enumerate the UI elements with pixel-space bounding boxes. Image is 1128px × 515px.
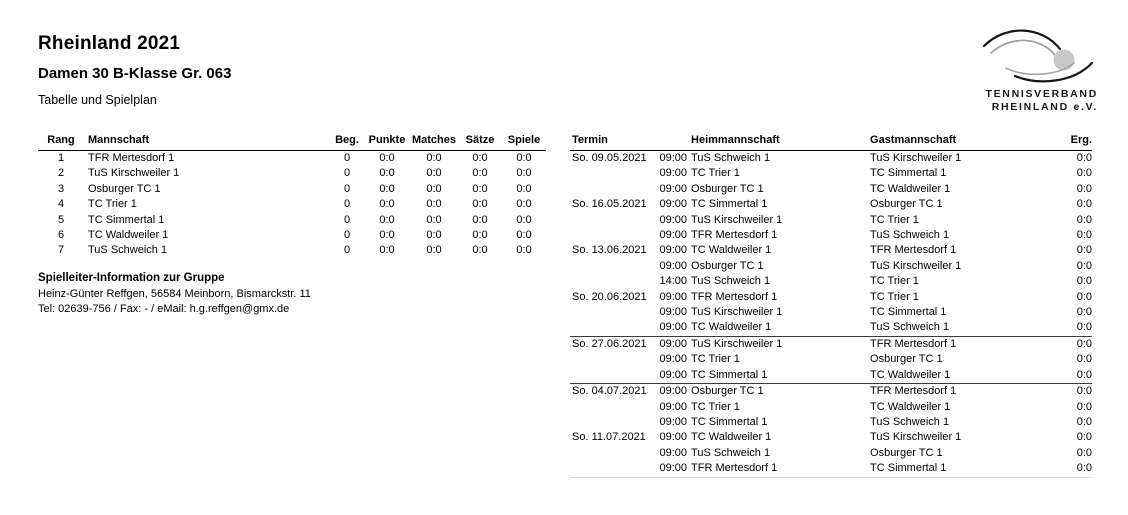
matches-cell: 0:0 (426, 198, 442, 211)
guest-team-cell: TuS Kirschweiler 1 (870, 431, 962, 444)
standings-row (38, 213, 546, 228)
punkte-cell: 0:0 (379, 244, 395, 257)
saetze-cell: 0:0 (472, 213, 488, 226)
schedule-row (570, 305, 1092, 320)
match-date-cell (570, 259, 650, 274)
home-team-cell: TFR Mertesdorf 1 (687, 461, 866, 477)
home-team-cell: TuS Kirschweiler 1 (691, 213, 783, 226)
guest-team-cell: TC Trier 1 (870, 275, 919, 288)
result-cell: 0:0 (1076, 431, 1093, 444)
home-team-cell: TC Waldweiler 1 (691, 244, 772, 257)
schedule-row (570, 259, 1092, 274)
match-date-cell (570, 228, 650, 243)
guest-team-cell: TC Simmertal 1 (866, 461, 1052, 477)
match-date-cell (570, 352, 650, 367)
schedule-row (570, 461, 1092, 477)
result-cell: 0:0 (1076, 275, 1093, 288)
match-time-cell: 09:00 (659, 446, 688, 459)
beg-cell: 0 (343, 198, 351, 211)
guest-team-cell: Osburger TC 1 (870, 353, 943, 366)
spielleiter-address: Heinz-Günter Reffgen, 56584 Meinborn, Bismarckstr. 11 (38, 287, 311, 300)
saetze-cell: 0:0 (472, 152, 488, 164)
home-team-cell: TC Trier 1 (691, 400, 740, 413)
matches-cell: 0:0 (426, 244, 442, 257)
match-date-cell: So. 13.06.2021 (572, 244, 647, 257)
standings-body (38, 151, 546, 259)
beg-cell: 0 (343, 244, 351, 257)
team-cell: Osburger TC 1 (88, 182, 161, 195)
beg-cell: 0 (343, 167, 351, 180)
match-date-cell (570, 182, 650, 197)
beg-cell: 0 (343, 229, 351, 242)
standings-table (38, 132, 546, 259)
home-team-cell: TC Trier 1 (691, 167, 740, 180)
schedule-header (570, 132, 1092, 151)
home-team-cell: TC Simmertal 1 (691, 368, 768, 381)
col-mannschaft: Mannschaft (84, 132, 330, 151)
match-date-cell: So. 11.07.2021 (572, 431, 646, 444)
rank-cell: 4 (57, 198, 65, 211)
col-rang: Rang (38, 132, 84, 151)
match-time-cell: 09:00 (659, 152, 688, 164)
standings-row (38, 228, 546, 243)
standings-row (38, 166, 546, 181)
guest-team-cell: TuS Kirschweiler 1 (870, 259, 962, 272)
result-cell: 0:0 (1076, 368, 1093, 381)
guest-team-cell: TC Trier 1 (870, 290, 919, 303)
guest-team-cell: TuS Schweich 1 (870, 321, 950, 334)
col-spiele: Spiele (502, 132, 546, 151)
result-cell: 0:0 (1076, 167, 1093, 180)
result-cell: 0:0 (1076, 259, 1093, 272)
standings-row (38, 182, 546, 197)
punkte-cell: 0:0 (379, 198, 395, 211)
match-time-cell: 09:00 (659, 306, 688, 319)
guest-team-cell: TFR Mertesdorf 1 (870, 244, 957, 257)
schedule-row (570, 430, 1092, 445)
standings-header (38, 132, 546, 151)
schedule-row (570, 182, 1092, 197)
home-team-cell: TC Simmertal 1 (691, 198, 768, 211)
team-cell: TuS Kirschweiler 1 (88, 167, 180, 180)
match-date-cell (570, 446, 650, 461)
matches-cell: 0:0 (426, 213, 442, 226)
match-date-cell: So. 16.05.2021 (572, 198, 647, 211)
match-time-cell: 09:00 (659, 415, 688, 428)
col-gastmannschaft: Gastmannschaft (866, 132, 1052, 151)
col-beg: Beg. (330, 132, 364, 151)
result-cell: 0:0 (1076, 290, 1093, 303)
home-team-cell: Osburger TC 1 (691, 182, 764, 195)
logo-text-line2: RHEINLAND e.V. (991, 101, 1098, 113)
team-cell: TuS Schweich 1 (88, 244, 168, 257)
home-team-cell: TuS Kirschweiler 1 (691, 306, 783, 319)
match-date-cell (570, 305, 650, 320)
result-cell: 0:0 (1052, 336, 1092, 352)
match-date-cell (570, 400, 650, 415)
matches-cell: 0:0 (426, 167, 442, 180)
spielleiter-info (38, 271, 311, 317)
team-cell: TC Simmertal 1 (88, 213, 165, 226)
result-cell: 0:0 (1076, 306, 1093, 319)
col-matches: Matches (410, 132, 458, 151)
punkte-cell: 0:0 (379, 182, 395, 195)
result-cell: 0:0 (1052, 384, 1092, 400)
spiele-cell: 0:0 (516, 152, 532, 164)
beg-cell: 0 (343, 152, 351, 164)
guest-team-cell: TFR Mertesdorf 1 (866, 336, 1052, 352)
saetze-cell: 0:0 (472, 229, 488, 242)
home-team-cell: TFR Mertesdorf 1 (691, 229, 778, 242)
group-subtitle: Damen 30 B-Klasse Gr. 063 (38, 65, 232, 82)
col-erg: Erg. (1052, 132, 1092, 151)
match-time-cell: 09:00 (659, 353, 688, 366)
spiele-cell: 0:0 (516, 198, 532, 211)
logo-text-line1: TENNISVERBAND (985, 88, 1098, 100)
guest-team-cell: TC Simmertal 1 (870, 306, 947, 319)
result-cell: 0:0 (1052, 461, 1092, 477)
guest-team-cell: TFR Mertesdorf 1 (866, 384, 1052, 400)
schedule-row (570, 352, 1092, 367)
section-label: Tabelle und Spielplan (38, 93, 157, 107)
match-date-cell (570, 415, 650, 430)
match-time-cell: 09:00 (650, 461, 687, 477)
match-time-cell: 09:00 (659, 290, 688, 303)
tennis-swoosh-ball-icon (978, 22, 1098, 88)
schedule-row (570, 228, 1092, 243)
team-cell: TFR Mertesdorf 1 (88, 152, 175, 164)
home-team-cell: TC Waldweiler 1 (691, 321, 772, 334)
match-date-cell: So. 20.06.2021 (572, 290, 647, 303)
col-saetze: Sätze (458, 132, 502, 151)
beg-cell: 0 (343, 213, 351, 226)
page-title: Rheinland 2021 (38, 33, 181, 54)
spiele-cell: 0:0 (516, 229, 532, 242)
match-date-cell (570, 213, 650, 228)
match-date-cell: So. 27.06.2021 (570, 336, 650, 352)
schedule-table (570, 132, 1092, 478)
result-cell: 0:0 (1076, 321, 1093, 334)
guest-team-cell: TC Trier 1 (870, 213, 919, 226)
col-termin: Termin (570, 132, 687, 151)
schedule-row (570, 151, 1092, 167)
schedule-row (570, 213, 1092, 228)
guest-team-cell: TuS Kirschweiler 1 (870, 152, 962, 164)
matches-cell: 0:0 (426, 182, 442, 195)
standings-row (38, 151, 546, 167)
home-team-cell: TuS Kirschweiler 1 (687, 336, 866, 352)
home-team-cell: TuS Schweich 1 (691, 275, 771, 288)
home-team-cell: Osburger TC 1 (687, 384, 866, 400)
guest-team-cell: Osburger TC 1 (870, 446, 943, 459)
result-cell: 0:0 (1076, 198, 1093, 211)
spiele-cell: 0:0 (516, 167, 532, 180)
home-team-cell: TuS Schweich 1 (691, 446, 771, 459)
saetze-cell: 0:0 (472, 167, 488, 180)
schedule-row (570, 336, 1092, 352)
rank-cell: 6 (57, 229, 65, 242)
schedule-row (570, 400, 1092, 415)
spielleiter-contact: Tel: 02639-756 / Fax: - / eMail: h.g.reffgen@gmx.de (38, 302, 290, 315)
punkte-cell: 0:0 (379, 213, 395, 226)
match-date-cell (570, 461, 650, 477)
result-cell: 0:0 (1076, 152, 1093, 164)
col-punkte: Punkte (364, 132, 410, 151)
match-time-cell: 09:00 (659, 259, 688, 272)
match-date-cell (570, 166, 650, 181)
rank-cell: 2 (57, 167, 65, 180)
schedule-row (570, 320, 1092, 336)
match-date-cell: So. 04.07.2021 (570, 384, 650, 400)
saetze-cell: 0:0 (472, 198, 488, 211)
result-cell: 0:0 (1076, 244, 1093, 257)
match-time-cell: 14:00 (659, 275, 688, 288)
col-heimmannschaft: Heimmannschaft (687, 132, 866, 151)
schedule-row (570, 197, 1092, 212)
tennisverband-logo (978, 22, 1098, 114)
match-date-cell (570, 320, 650, 336)
match-time-cell: 09:00 (659, 431, 688, 444)
match-time-cell: 09:00 (650, 384, 687, 400)
guest-team-cell: TC Waldweiler 1 (870, 368, 951, 381)
schedule-row (570, 384, 1092, 400)
schedule-row (570, 274, 1092, 289)
beg-cell: 0 (343, 182, 351, 195)
guest-team-cell: TuS Schweich 1 (870, 229, 950, 242)
schedule-row (570, 243, 1092, 258)
guest-team-cell: TC Simmertal 1 (870, 167, 947, 180)
result-cell: 0:0 (1076, 182, 1093, 195)
home-team-cell: TC Waldweiler 1 (691, 431, 772, 444)
home-team-cell: TFR Mertesdorf 1 (691, 290, 778, 303)
result-cell: 0:0 (1076, 415, 1093, 428)
match-time-cell: 09:00 (659, 182, 688, 195)
rank-cell: 1 (57, 152, 65, 164)
schedule-row (570, 166, 1092, 181)
matches-cell: 0:0 (426, 229, 442, 242)
result-cell: 0:0 (1076, 213, 1093, 226)
spiele-cell: 0:0 (516, 213, 532, 226)
match-time-cell: 09:00 (659, 229, 688, 242)
team-cell: TC Waldweiler 1 (88, 229, 169, 242)
saetze-cell: 0:0 (472, 182, 488, 195)
home-team-cell: TuS Schweich 1 (691, 152, 771, 164)
punkte-cell: 0:0 (379, 152, 395, 164)
home-team-cell: TC Trier 1 (691, 353, 740, 366)
rank-cell: 3 (57, 182, 65, 195)
result-cell: 0:0 (1076, 353, 1093, 366)
match-time-cell: 09:00 (650, 336, 687, 352)
result-cell: 0:0 (1076, 446, 1093, 459)
rank-cell: 7 (57, 244, 65, 257)
home-team-cell: Osburger TC 1 (691, 259, 764, 272)
schedule-row (570, 290, 1092, 305)
matches-cell: 0:0 (426, 152, 442, 164)
standings-row (38, 243, 546, 258)
match-time-cell: 09:00 (659, 400, 688, 413)
schedule-body (570, 151, 1092, 478)
result-cell: 0:0 (1076, 400, 1093, 413)
match-time-cell: 09:00 (659, 213, 688, 226)
match-time-cell: 09:00 (659, 167, 688, 180)
schedule-row (570, 446, 1092, 461)
spielleiter-heading: Spielleiter-Information zur Gruppe (38, 272, 225, 284)
punkte-cell: 0:0 (379, 167, 395, 180)
match-time-cell: 09:00 (659, 198, 688, 211)
standings-row (38, 197, 546, 212)
match-time-cell: 09:00 (659, 321, 688, 334)
title-block (38, 34, 231, 107)
spiele-cell: 0:0 (516, 182, 532, 195)
guest-team-cell: Osburger TC 1 (870, 198, 943, 211)
guest-team-cell: TC Waldweiler 1 (870, 400, 951, 413)
schedule-row (570, 368, 1092, 384)
punkte-cell: 0:0 (379, 229, 395, 242)
guest-team-cell: TC Waldweiler 1 (870, 182, 951, 195)
guest-team-cell: TuS Schweich 1 (870, 415, 950, 428)
home-team-cell: TC Simmertal 1 (691, 415, 768, 428)
match-time-cell: 09:00 (659, 244, 688, 257)
team-cell: TC Trier 1 (88, 198, 137, 211)
match-date-cell: So. 09.05.2021 (572, 152, 647, 164)
saetze-cell: 0:0 (472, 244, 488, 257)
match-date-cell (570, 368, 650, 384)
rank-cell: 5 (57, 213, 65, 226)
result-cell: 0:0 (1076, 229, 1093, 242)
match-date-cell (570, 274, 650, 289)
schedule-row (570, 415, 1092, 430)
match-time-cell: 09:00 (659, 368, 688, 381)
spiele-cell: 0:0 (516, 244, 532, 257)
